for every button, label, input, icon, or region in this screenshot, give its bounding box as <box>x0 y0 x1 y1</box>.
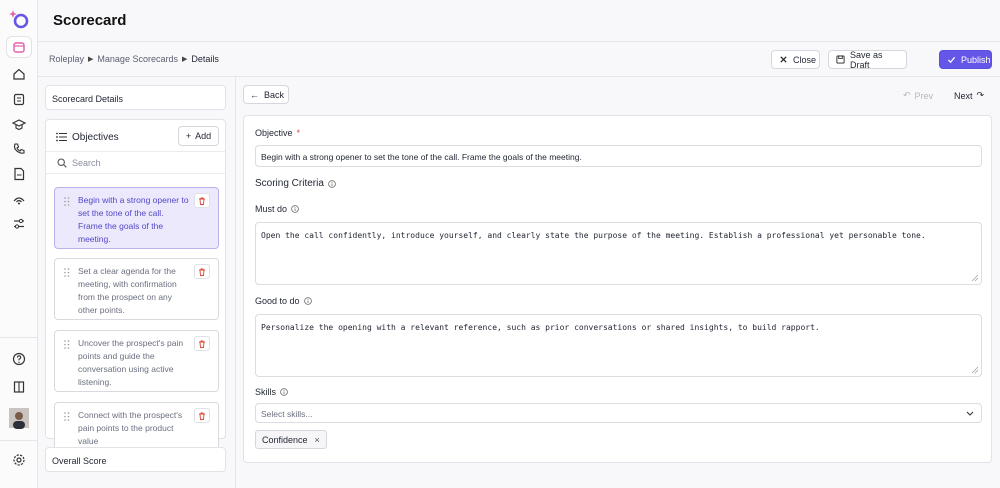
add-objective-button[interactable] <box>178 126 219 146</box>
objective-label-text: Objective <box>255 128 293 138</box>
objectives-header <box>46 120 225 152</box>
objective-item[interactable] <box>54 330 219 392</box>
next-button[interactable] <box>954 90 984 101</box>
required-mark: * <box>296 128 301 138</box>
book-icon[interactable] <box>10 378 28 396</box>
back-button[interactable] <box>243 85 289 104</box>
phone-icon[interactable] <box>10 140 28 158</box>
skills-text: Skills <box>255 387 277 397</box>
scoring-criteria-text: Scoring Criteria <box>255 178 324 189</box>
undo-arrow-icon: ↶ <box>903 90 911 100</box>
scorecard-details-tab[interactable]: Scorecard Details <box>45 85 226 110</box>
prev-label: Prev <box>914 90 934 101</box>
drag-handle-icon[interactable] <box>64 268 70 277</box>
objective-input[interactable]: Begin with a strong opener to set the tone of the call. Frame the goals of the meeting. <box>255 145 982 167</box>
objective-editor <box>236 77 1000 488</box>
remove-chip-icon[interactable]: × <box>314 434 320 445</box>
redo-arrow-icon: ↷ <box>976 90 985 100</box>
list-icon <box>56 132 67 142</box>
delete-objective-button[interactable] <box>194 408 210 423</box>
resize-handle-icon[interactable] <box>972 367 978 373</box>
chevron-down-icon <box>966 410 974 417</box>
home-icon[interactable] <box>10 65 28 83</box>
good-to-do-textarea[interactable] <box>255 314 982 377</box>
objectives-title: Objectives <box>72 132 119 143</box>
drag-handle-icon[interactable] <box>64 197 70 206</box>
drag-handle-icon[interactable] <box>64 412 70 421</box>
signal-icon[interactable] <box>10 190 28 208</box>
trash-icon <box>198 340 206 348</box>
calendar-icon[interactable] <box>6 36 32 58</box>
resize-handle-icon[interactable] <box>972 275 978 281</box>
left-rail <box>0 0 38 488</box>
must-do-value: Open the call confidently, introduce yourself, and clearly state the purpose of the meeting. Establish a professional yet personable tone. <box>261 231 926 240</box>
scorecard-sidebar <box>38 77 236 488</box>
objectives-panel <box>45 119 226 446</box>
objective-form <box>243 115 992 463</box>
delete-objective-button[interactable] <box>194 264 210 279</box>
check-icon <box>947 55 956 64</box>
skills-select[interactable] <box>255 403 982 423</box>
breadcrumb-separator-icon: ▶ <box>181 56 188 63</box>
info-icon[interactable] <box>304 297 312 305</box>
rail-divider <box>0 337 38 338</box>
objective-text: Set a clear agenda for the meeting, with confirmation from the prospect on any other points. <box>78 266 177 315</box>
search-input[interactable] <box>72 155 212 171</box>
info-icon[interactable] <box>280 388 288 396</box>
breadcrumb-item-roleplay[interactable]: Roleplay <box>49 54 85 64</box>
publish-label: Publish <box>961 54 991 65</box>
close-button[interactable] <box>771 50 820 69</box>
must-do-textarea[interactable] <box>255 222 982 285</box>
page-header <box>38 0 1000 42</box>
close-icon <box>779 55 788 64</box>
trash-icon <box>198 268 206 276</box>
objective-item[interactable] <box>54 187 219 249</box>
good-to-do-value: Personalize the opening with a relevant reference, such as prior conversations or shared insights, to build rapport. <box>261 323 820 332</box>
toolbar <box>38 42 1000 77</box>
must-do-text: Must do <box>255 204 288 214</box>
delete-objective-button[interactable] <box>194 193 210 208</box>
breadcrumb-item-manage-scorecards[interactable]: Manage Scorecards <box>97 54 178 64</box>
skills-label <box>255 387 288 397</box>
next-label: Next <box>954 90 973 101</box>
settings-icon[interactable] <box>10 451 28 469</box>
trash-icon <box>198 412 206 420</box>
skill-chip-label: Confidence <box>262 434 308 445</box>
sliders-icon[interactable] <box>10 215 28 233</box>
breadcrumb-item-details: Details <box>191 54 219 64</box>
plus-icon: + <box>185 131 192 141</box>
objective-item[interactable] <box>54 258 219 320</box>
close-button-label: Close <box>793 54 817 65</box>
prev-button[interactable] <box>903 90 933 101</box>
delete-objective-button[interactable] <box>194 336 210 351</box>
objective-label <box>255 128 300 138</box>
add-label: Add <box>195 131 212 141</box>
objective-text: Uncover the prospect's pain points and guide the conversation using active listening. <box>78 338 184 387</box>
drag-handle-icon[interactable] <box>64 340 70 349</box>
help-icon[interactable] <box>10 350 28 368</box>
back-label: Back <box>264 89 285 100</box>
logo-icon[interactable] <box>9 9 29 29</box>
trash-icon <box>198 197 206 205</box>
save-as-draft-button[interactable] <box>828 50 907 69</box>
page-title: Scorecard <box>53 12 127 29</box>
search-icon <box>57 158 67 168</box>
good-to-do-label <box>255 296 312 306</box>
arrow-left-icon: ← <box>250 89 259 100</box>
info-icon[interactable] <box>291 205 299 213</box>
breadcrumb-separator-icon: ▶ <box>88 56 94 63</box>
overall-score-tab[interactable]: Overall Score <box>45 447 226 472</box>
skill-chip <box>255 430 327 449</box>
objective-search <box>46 152 225 174</box>
must-do-label <box>255 204 299 214</box>
objective-text: Begin with a strong opener to set the tone of the call. Frame the goals of the meeting. <box>78 195 189 244</box>
skills-placeholder: Select skills... <box>261 409 313 419</box>
graduation-cap-icon[interactable] <box>10 116 28 134</box>
publish-button[interactable] <box>939 50 992 69</box>
document-icon[interactable] <box>10 165 28 183</box>
rail-divider <box>0 440 38 441</box>
save-icon <box>836 55 845 64</box>
avatar[interactable] <box>9 408 29 428</box>
objective-text: Connect with the prospect's pain points to the product value <box>78 410 183 446</box>
good-to-do-text: Good to do <box>255 296 300 306</box>
save-as-draft-label: Save as Draft <box>850 49 883 70</box>
breadcrumb <box>49 54 219 64</box>
info-icon[interactable] <box>328 180 336 188</box>
scoring-criteria-heading <box>255 178 336 189</box>
clipboard-icon[interactable] <box>10 90 28 108</box>
